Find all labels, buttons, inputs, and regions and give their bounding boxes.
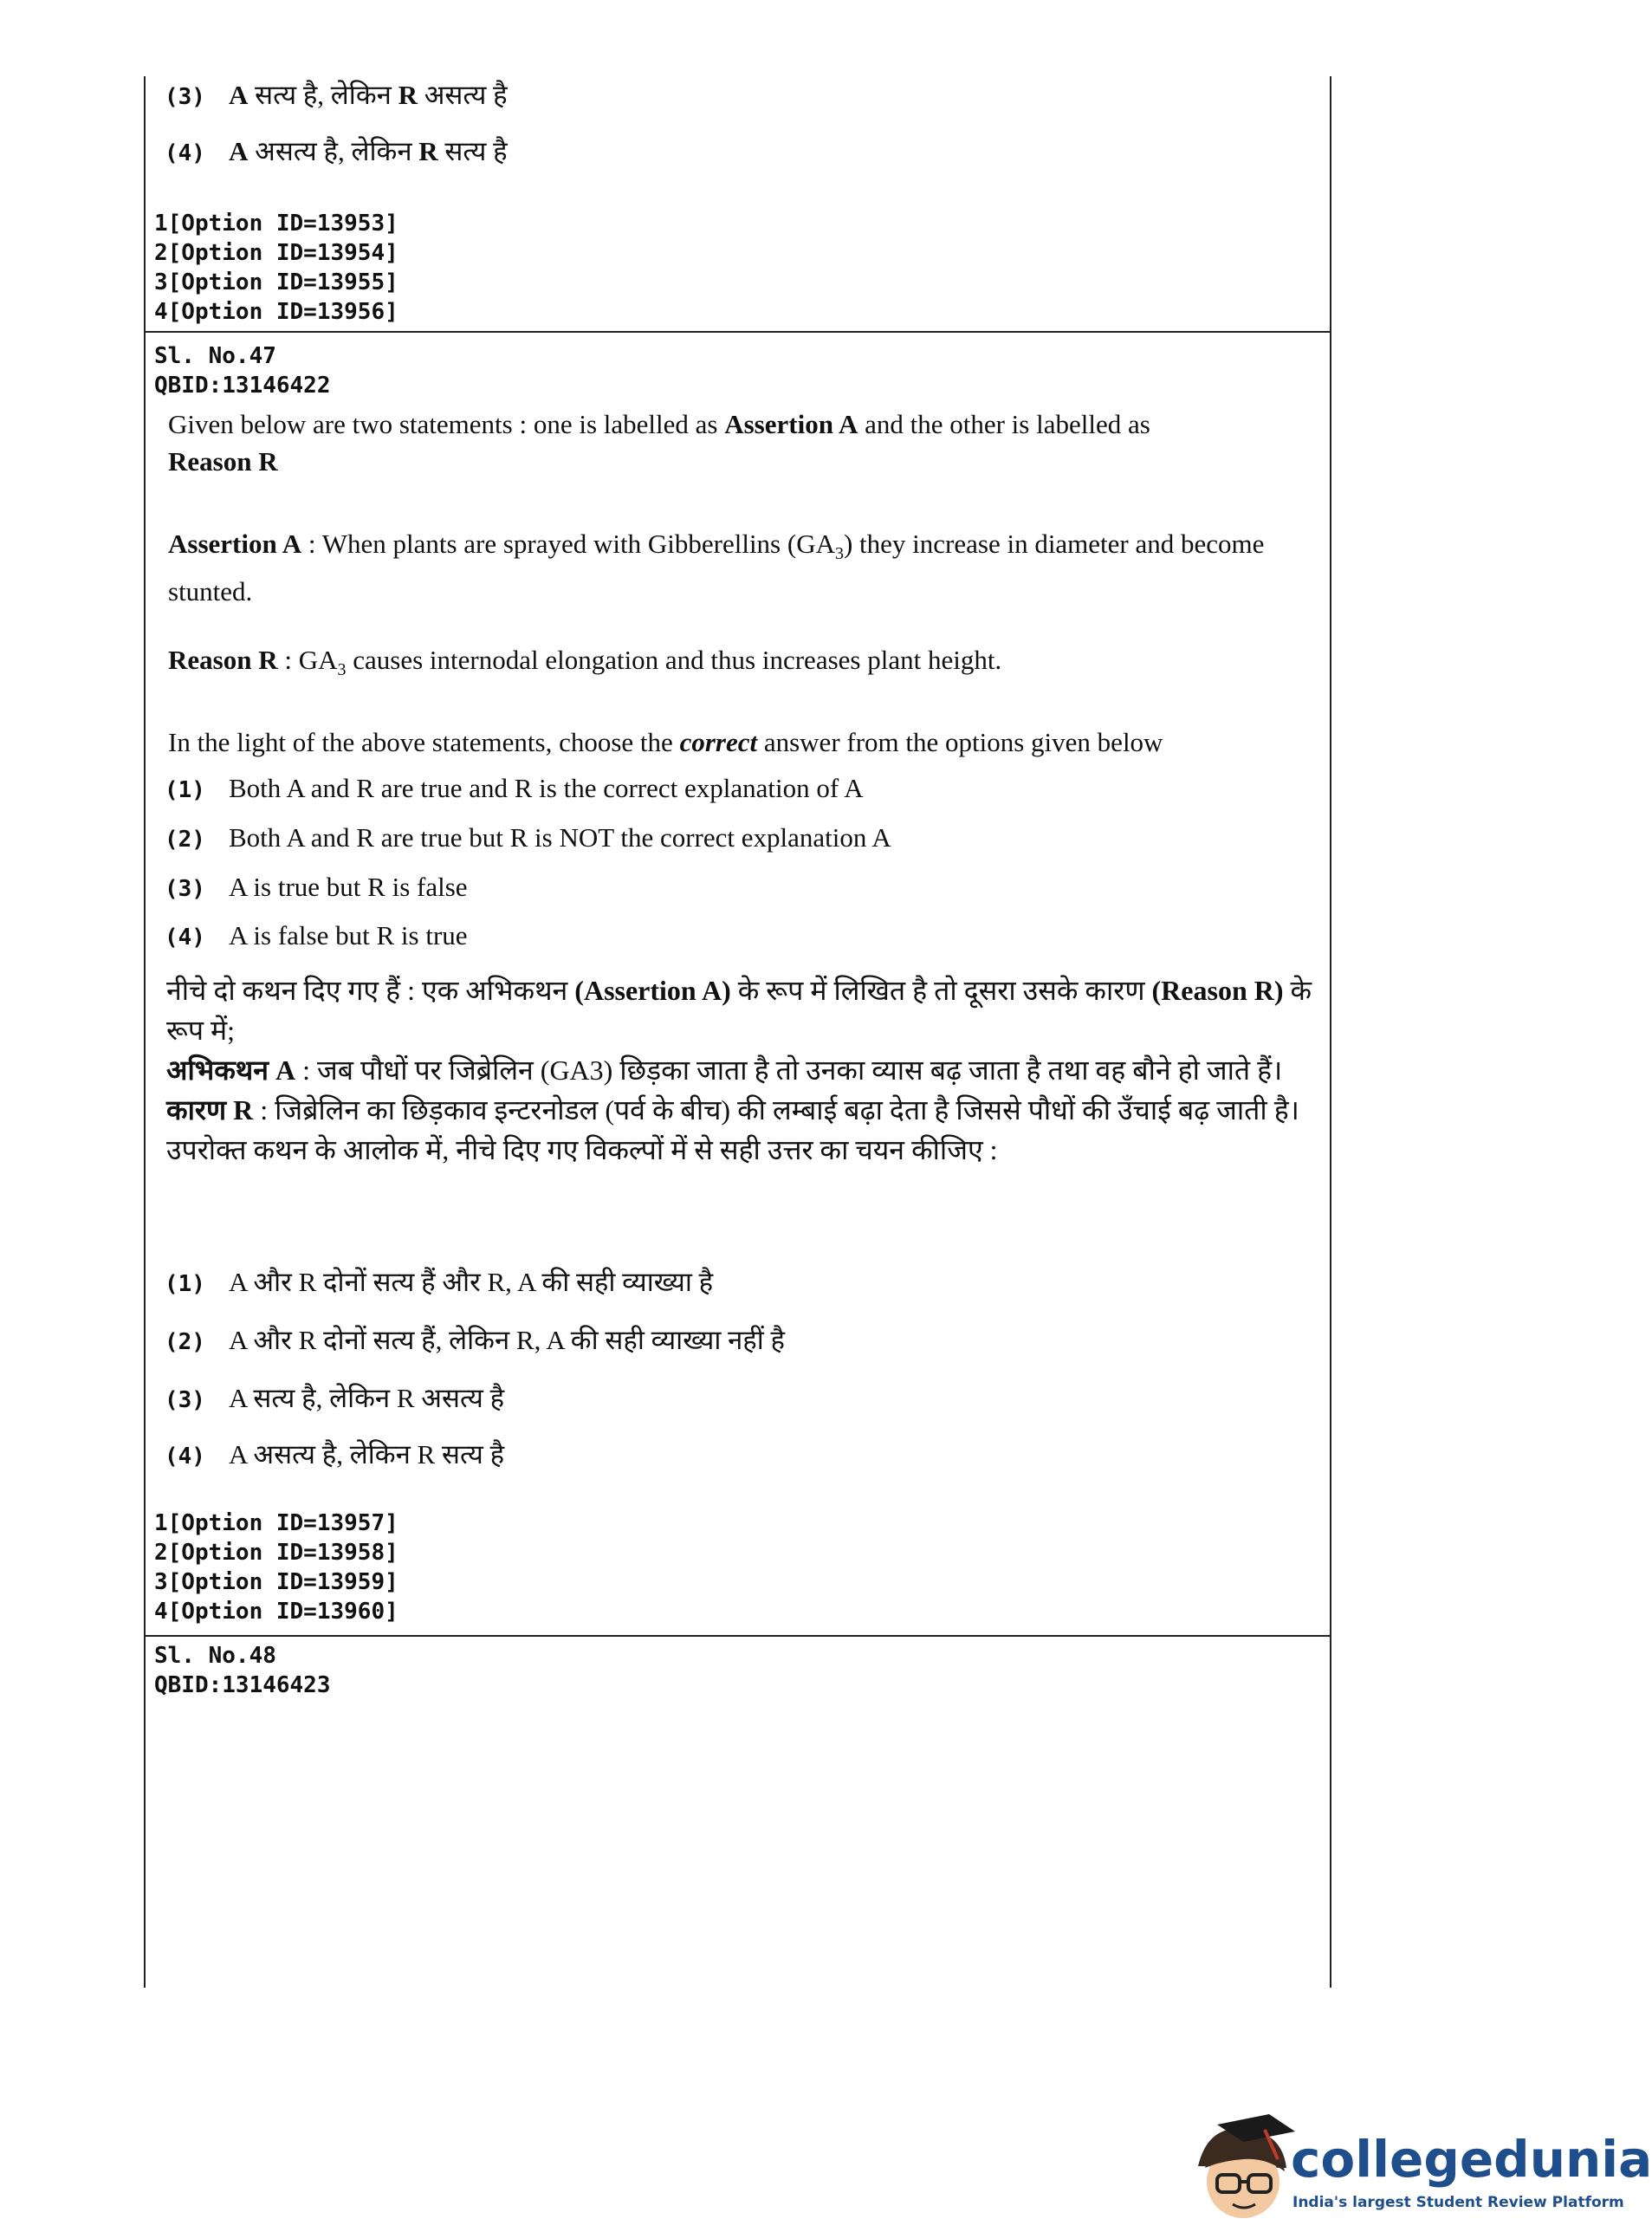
q47-option-en-2: (2) Both A and R are true but R is NOT the correct explanation A bbox=[165, 822, 891, 853]
option-id: 3[Option ID=13955] bbox=[154, 269, 398, 295]
q47-option-hi-3: (3) A सत्य है, लेकिन R असत्य है bbox=[165, 1383, 505, 1413]
q47-hindi-block bbox=[166, 970, 1318, 1170]
option-id: 4[Option ID=13956] bbox=[154, 299, 398, 325]
q47-assertion: Assertion A : When plants are sprayed with Gibberellins $(GA_3)$ they increase in diameter and become stunted. bbox=[168, 529, 1265, 607]
q47-header bbox=[154, 341, 331, 400]
hindi-intro: नीचे दो कथन दिए गए हैं : एक अभिकथन (Assertion A) के रूप में लिखित है तो दूसरा उसके कारण (Reason R) के रूप में; bbox=[166, 975, 1312, 1046]
q47-option-en-4: (4) A is false but R is true bbox=[165, 920, 468, 951]
q47-instruction: In the light of the above statements, choose the correct answer from the options given below bbox=[168, 727, 1163, 757]
option-id: 2[Option ID=13954] bbox=[154, 240, 398, 266]
option-id: 2[Option ID=13958] bbox=[154, 1540, 398, 1566]
q47-reason: Reason R : $GA_3$ causes internodal elongation and thus increases plant height. bbox=[168, 645, 1002, 680]
option-id: 1[Option ID=13957] bbox=[154, 1510, 398, 1536]
hindi-reason: कारण R : जिब्रेलिन का छिड़काव इन्टरनोडल (पर्व के बीच) की लम्बाई बढ़ा देता है जिससे पौधों की उँचाई बढ़ जाती है। bbox=[166, 1094, 1299, 1126]
q47-option-hi-2: (2) A और R दोनों सत्य हैं, लेकिन R, A की सही व्याख्या नहीं है bbox=[165, 1325, 786, 1355]
q47-intro: Given below are two statements : one is labelled as Assertion A and the other is labelled as Reason R bbox=[168, 409, 1150, 477]
prev-option-4: (4) A असत्य है, लेकिन R सत्य है bbox=[165, 136, 508, 166]
q47-option-en-3: (3) A is true but R is false bbox=[165, 872, 468, 902]
option-id: 4[Option ID=13960] bbox=[154, 1599, 398, 1625]
option-id: 1[Option ID=13953] bbox=[154, 211, 398, 237]
hindi-assertion: अभिकथन A : जब पौधों पर जिब्रेलिन (GA3) छिड़का जाता है तो उनका व्यास बढ़ जाता है तथा वह बौने हो जाते हैं। bbox=[166, 1054, 1283, 1086]
prev-option-3: (3) A सत्य है, लेकिन R असत्य है bbox=[165, 80, 508, 110]
q47-option-hi-4: (4) A असत्य है, लेकिन R सत्य है bbox=[165, 1439, 505, 1470]
brand-name[interactable]: collegedunia bbox=[1291, 2130, 1652, 2189]
option-id: 3[Option ID=13959] bbox=[154, 1569, 398, 1595]
qbid: QBID:13146423 bbox=[154, 1672, 331, 1698]
brand-tagline: India's largest Student Review Platform bbox=[1292, 2194, 1624, 2211]
serial-number: Sl. No.47 bbox=[154, 343, 276, 369]
qbid: QBID:13146422 bbox=[154, 373, 331, 399]
prev-option-ids bbox=[154, 209, 398, 327]
q48-header bbox=[154, 1641, 331, 1700]
q47-option-hi-1: (1) A और R दोनों सत्य हैं और R, A की सही व्याख्या है bbox=[165, 1267, 714, 1297]
mascot-icon bbox=[1198, 2114, 1295, 2218]
divider-q48 bbox=[144, 1635, 1331, 1637]
q47-option-ids bbox=[154, 1509, 398, 1626]
divider-q47 bbox=[144, 331, 1331, 333]
hindi-instruction: उपरोक्त कथन के आलोक में, नीचे दिए गए विकल्पों में से सही उत्तर का चयन कीजिए : bbox=[166, 1134, 998, 1165]
serial-number: Sl. No.48 bbox=[154, 1643, 276, 1669]
q47-option-en-1: (1) Both A and R are true and R is the correct explanation of A bbox=[165, 773, 864, 803]
